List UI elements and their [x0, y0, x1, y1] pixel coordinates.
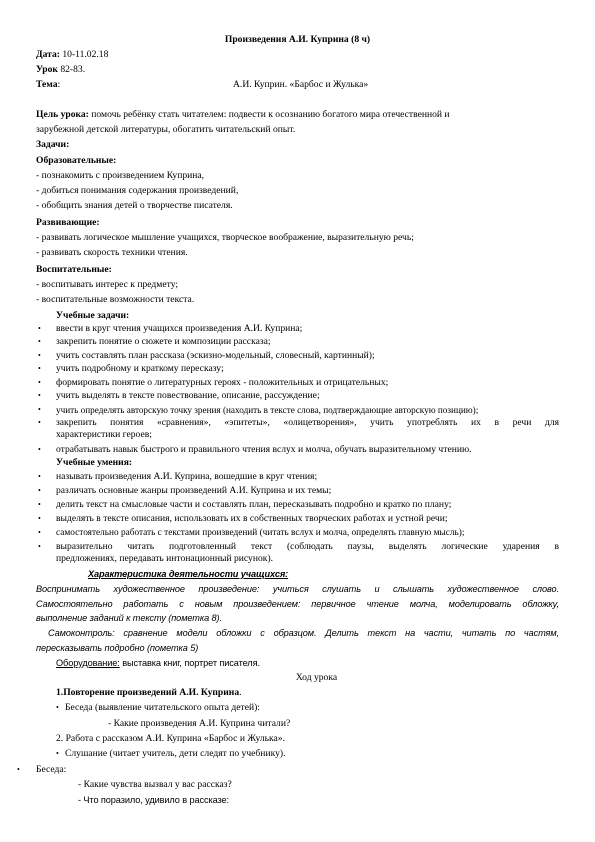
bullet-icon: •: [38, 405, 41, 414]
bullet-icon: •: [56, 703, 59, 712]
learning-task-item: ввести в круг чтения учащихся произведения А.И. Куприна;: [56, 323, 303, 334]
bullet-icon: •: [38, 486, 41, 495]
bullet-icon: •: [38, 514, 41, 523]
conversation-line: Беседа (выявление читательского опыта детей):: [65, 702, 260, 713]
learning-skill-item: выделять в тексте описания, использовать их в собственных творческих работах и устной речи;: [56, 513, 448, 524]
learning-skill-item: называть произведения А.И. Куприна, вошедшие в круг чтения;: [56, 471, 318, 482]
learning-skill-item-continued: предложениях, передавать интонационный рисунок).: [56, 553, 274, 564]
equipment-label: Оборудование:: [56, 658, 120, 668]
activity-paragraph-line: Самостоятельно работать с новым произведением: первичное чтение молча, моделировать обложку,: [36, 599, 559, 609]
educational-item: - обобщить знания детей о творчестве писателя.: [36, 200, 233, 211]
bullet-icon: •: [38, 351, 41, 360]
bullet-icon: •: [38, 391, 41, 400]
activity-text: учиться слушать и слышать художественное слово.: [259, 584, 559, 594]
equipment-value: выставка книг, портрет писателя.: [119, 658, 260, 668]
developing-item: - развивать скорость техники чтения.: [36, 247, 188, 258]
topic-line: [36, 79, 60, 91]
learning-skills-heading: Учебные умения:: [56, 457, 133, 468]
learning-skill-item: различать основные жанры произведений А.И. Куприна и их темы;: [56, 485, 332, 496]
conversation-2-line: Беседа:: [36, 764, 67, 775]
learning-task-item: отрабатывать навык быстрого и правильного чтения вслух и молча, обучать выразительному чтению.: [56, 444, 472, 455]
lesson-value: 82-83.: [57, 64, 86, 75]
page-title: Произведения А.И. Куприна (8 ч): [224, 34, 371, 45]
date-line: [36, 49, 108, 61]
activity-paragraph-line: Самоконтроль: сравнение модели обложки с образцом. Делить текст на части, читать по частям,: [48, 628, 559, 638]
section-1-heading: [56, 687, 242, 699]
developing-item: - развивать логическое мышление учащихся, творческое воображение, выразительную речь;: [36, 232, 414, 243]
section-1-title: 1.Повторение произведений А.И. Куприна: [56, 687, 240, 698]
bullet-icon: •: [38, 418, 41, 427]
learning-task-item: учить подробному и краткому пересказу;: [56, 363, 224, 374]
learning-task-item: формировать понятие о литературных героях - положительных и отрицательных;: [56, 377, 389, 388]
activity-paragraph-line: [36, 583, 559, 595]
developing-heading: Развивающие:: [36, 217, 100, 228]
goal-line-1: [36, 109, 450, 121]
bullet-icon: •: [17, 765, 20, 774]
question-line: - Какие чувства вызвал у вас рассказ?: [78, 779, 232, 790]
educational-item: - добиться понимания содержания произведений,: [36, 185, 239, 196]
activity-paragraph-line: выполнение заданий к тексту (пометка 8).: [36, 613, 222, 623]
learning-task-item: закрепить понятие о сюжете и композиции рассказа;: [56, 336, 271, 347]
learning-task-item: учить составлять план рассказа (эскизно-модельный, словесный, картинный);: [56, 350, 375, 361]
activity-paragraph-line: пересказывать подробно (пометка 5): [36, 643, 199, 653]
bullet-icon: •: [38, 445, 41, 454]
educational-heading: Образовательные:: [36, 155, 117, 166]
lesson-line: [36, 64, 85, 76]
learning-skill-item: выразительно читать подготовленный текст (соблюдать паузы, выделять логические ударения в: [56, 541, 559, 552]
bullet-icon: •: [38, 364, 41, 373]
upbringing-item: - воспитательные возможности текста.: [36, 294, 195, 305]
learning-skill-item: делить текст на смысловые части и составлять план, пересказывать подробно и кратко по плану;: [56, 499, 452, 510]
section-2-heading: 2. Работа с рассказом А.И. Куприна «Барбос и Жулька».: [56, 733, 286, 744]
learning-task-item: учить выделять в тексте повествование, описание, рассуждение;: [56, 390, 320, 401]
date-value: 10-11.02.18: [59, 49, 109, 60]
bullet-icon: •: [38, 324, 41, 333]
upbringing-heading: Воспитательные:: [36, 264, 112, 275]
learning-skill-item: самостоятельно работать с текстами произведений (читать вслух и молча, определять главную мысль);: [56, 528, 465, 538]
question-line: - Какие произведения А.И. Куприна читали?: [108, 718, 291, 729]
goal-text-1: помочь ребёнку стать читателем: подвести к осознанию богатого мира отечественной и: [88, 109, 450, 120]
learning-tasks-heading: Учебные задачи:: [56, 310, 130, 321]
question-line: - Что поразило, удивило в рассказе:: [78, 795, 229, 805]
goal-label: Цель урока:: [36, 109, 89, 120]
lesson-label: Урок: [36, 64, 58, 75]
bullet-icon: •: [38, 542, 41, 551]
bullet-icon: •: [38, 472, 41, 481]
activity-text: Воспринимать художественное произведение:: [36, 584, 260, 594]
upbringing-item: - воспитывать интерес к предмету;: [36, 279, 179, 290]
topic-label: Тема: [36, 79, 58, 90]
bullet-icon: •: [56, 749, 59, 758]
date-label: Дата:: [36, 49, 60, 60]
bullet-icon: •: [38, 500, 41, 509]
learning-task-item: закрепить понятия «сравнения», «эпитеты», «олицетворения», учить употреблять их в речи для: [56, 417, 559, 428]
learning-task-item-continued: характеристики героев;: [56, 429, 152, 440]
educational-item: - познакомить с произведением Куприна,: [36, 170, 205, 181]
bullet-icon: •: [38, 337, 41, 346]
bullet-icon: •: [38, 528, 41, 537]
tasks-heading: Задачи:: [36, 139, 70, 150]
section-1-dot: .: [239, 687, 242, 698]
topic-value: А.И. Куприн. «Барбос и Жулька»: [233, 79, 369, 90]
bullet-icon: •: [38, 378, 41, 387]
lesson-course-heading: Ход урока: [295, 672, 338, 683]
activity-heading: Характеристика деятельности учащихся:: [88, 569, 289, 579]
listening-line: Слушание (читает учитель, дети следят по учебнику).: [65, 748, 286, 759]
goal-line-2: зарубежной детской литературы, обогатить читательский опыт.: [36, 124, 296, 135]
topic-colon: :: [57, 79, 61, 90]
learning-task-item: учить определять авторскую точку зрения (находить в тексте слова, подтверждающие авторскую позицию);: [56, 405, 479, 415]
equipment-line: [56, 657, 260, 669]
